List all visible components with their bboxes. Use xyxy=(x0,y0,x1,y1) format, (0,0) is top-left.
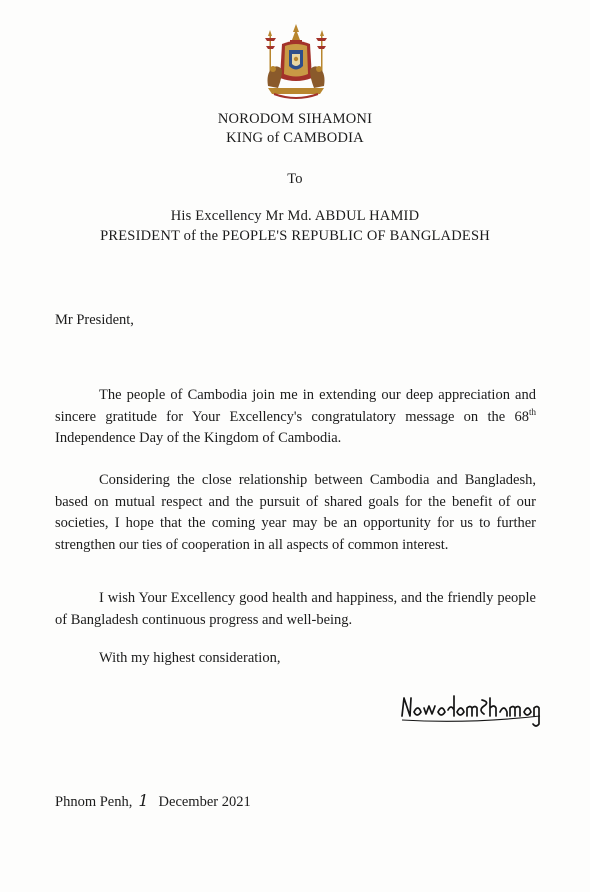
ordinal-suffix: th xyxy=(528,406,536,417)
sender-name: NORODOM SIHAMONI xyxy=(217,111,373,127)
sender-title: KING of CAMBODIA xyxy=(226,130,364,146)
recipient-title: PRESIDENT of the PEOPLE'S REPUBLIC OF BANGLADESH xyxy=(100,228,490,244)
body-paragraph-1 xyxy=(55,385,536,450)
royal-arms-of-cambodia-icon xyxy=(256,22,336,102)
place: Phnom Penh, xyxy=(55,794,133,810)
date-line xyxy=(55,791,251,811)
signature xyxy=(398,686,544,730)
body-paragraph-3: I wish Your Excellency good health and happiness, and the friendly people of Bangladesh continuous progress and well-being. xyxy=(55,590,536,628)
month-year: December 2021 xyxy=(158,794,251,810)
body-paragraph-1-end: Independence Day of the Kingdom of Cambodia. xyxy=(55,430,342,446)
handwritten-day: 1 xyxy=(138,791,149,810)
body-paragraph-1-text: The people of Cambodia join me in extending our deep appreciation and sincere gratitude for Your Excellency's congratulatory message on the 68 xyxy=(55,387,536,425)
to-label: To xyxy=(287,171,303,187)
body-paragraph-2: Considering the close relationship between Cambodia and Bangladesh, based on mutual respect and the pursuit of shared goals for the benefit of our societies, I hope that the coming year may be an opportunity for us to further strengthen our ties of cooperation in all aspects of common interest. xyxy=(55,472,536,553)
salutation: Mr President, xyxy=(55,312,134,328)
recipient-name: His Excellency Mr Md. ABDUL HAMID xyxy=(170,208,420,224)
closing-line: With my highest consideration, xyxy=(99,650,281,666)
